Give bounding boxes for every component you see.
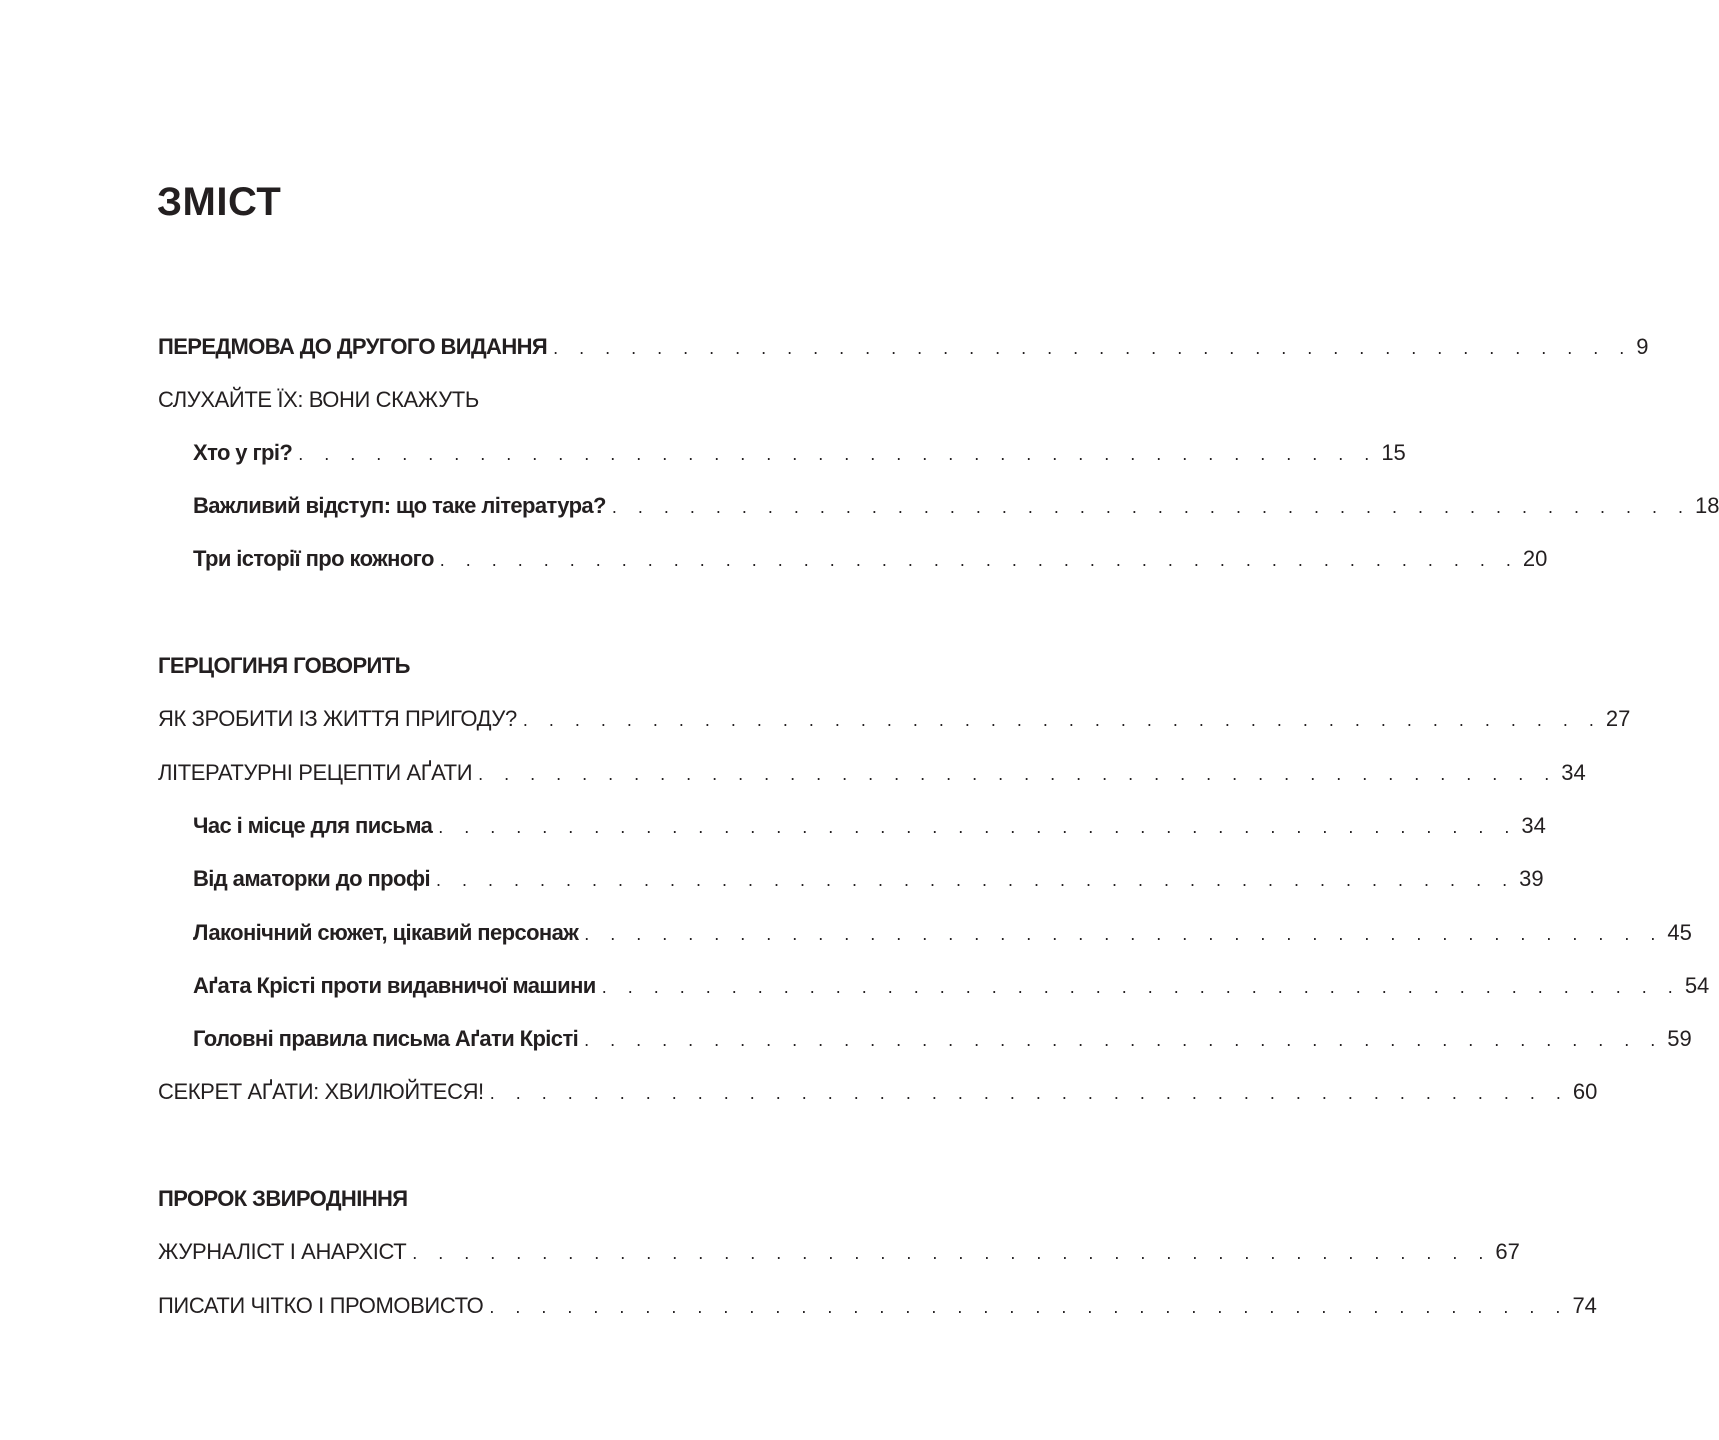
toc-entry-page: 15: [1381, 440, 1406, 465]
dot-leader: . . . . . . . . . . . . . . . . . . . . . . . . . . . . . . . . . . . . . . . . . .: [435, 870, 1516, 890]
dot-leader: . . . . . . . . . . . . . . . . . . . . . . . . . . . . . . . . . . . . . . . . . .: [522, 710, 1602, 730]
dot-leader: . . . . . . . . . . . . . . . . . . . . . . . . . . . . . . . . . . . . . . . . . .: [584, 924, 1664, 944]
toc-entry-label: Час і місце для письма: [193, 813, 433, 838]
dot-leader: . . . . . . . . . . . . . . . . . . . . . . . . . . . . . . . . . . . . . . . . . .: [489, 1083, 1569, 1103]
toc-entry-page: 39: [1519, 866, 1544, 891]
toc-entry-label: Аґата Крісті проти видавничої машини: [193, 973, 596, 998]
dot-leader: . . . . . . . . . . . . . . . . . . . . . . . . . . . . . . . . . . . . . . . . . .: [439, 550, 1519, 570]
toc-entry-page: 27: [1605, 706, 1631, 731]
toc-entry-label: Головні правила письма Аґати Крісті: [193, 1026, 579, 1051]
dot-leader: . . . . . . . . . . . . . . . . . . . . . . . . . . . . . . . . . . . . . . . . . .: [601, 977, 1681, 997]
toc-entry-chapter[interactable]: [158, 1077, 1598, 1107]
toc-entry-subsection[interactable]: [193, 544, 1548, 574]
toc-entry-label: Лаконічний сюжет, цікавий персонаж: [193, 920, 579, 945]
toc-entry-chapter[interactable]: [158, 1237, 1520, 1267]
toc-entry-part-heading[interactable]: [158, 385, 479, 415]
toc-entry-page: 9: [1636, 334, 1649, 359]
toc-section-heading[interactable]: [158, 651, 410, 681]
toc-entry-label: ЖУРНАЛІСТ І АНАРХІСТ: [158, 1239, 407, 1264]
toc-entry-label: ГЕРЦОГИНЯ ГОВОРИТЬ: [158, 653, 410, 678]
dot-leader: . . . . . . . . . . . . . . . . . . . . . . . . . . . . . . . . . . . . . . . . . .: [412, 1243, 1492, 1263]
toc-entry-page: 20: [1522, 546, 1548, 571]
toc-entry-page: 34: [1561, 760, 1586, 785]
toc-entry-label: ПЕРЕДМОВА ДО ДРУГОГО ВИДАННЯ: [158, 334, 548, 359]
dot-leader: . . . . . . . . . . . . . . . . . . . . . . . . . . . . . . . . . . . . . . . . . .: [478, 764, 1558, 784]
dot-leader: . . . . . . . . . . . . . . . . . . . . . . . . . . . . . . . . . . . . . . . . . .: [489, 1297, 1569, 1317]
dot-leader: . . . . . . . . . . . . . . . . . . . . . . . . . . . . . . . . . . . . . . . . . .: [438, 817, 1518, 837]
dot-leader: . . . . . . . . . . . . . . . . . . . . . . . . . . . . . . . . . . . . . . . . . .: [298, 444, 1378, 464]
toc-entry-page: 74: [1572, 1293, 1597, 1318]
toc-entry-preface[interactable]: [158, 332, 1648, 362]
toc-entry-page: 45: [1667, 920, 1692, 945]
toc-entry-page: 54: [1684, 973, 1710, 998]
dot-leader: . . . . . . . . . . . . . . . . . . . . . . . . . . . . . . . . . . . . . . . . . .: [584, 1030, 1664, 1050]
toc-entry-subsection[interactable]: [193, 918, 1692, 948]
dot-leader: . . . . . . . . . . . . . . . . . . . . . . . . . . . . . . . . . . . . . . . . . .: [611, 497, 1691, 517]
toc-entry-subsection[interactable]: [193, 811, 1546, 841]
toc-entry-subsection[interactable]: [193, 491, 1719, 521]
toc-entry-label: Три історії про кожного: [193, 546, 434, 571]
toc-entry-page: 18: [1694, 493, 1719, 518]
toc-entry-label: ЛІТЕРАТУРНІ РЕЦЕПТИ АҐАТИ: [158, 760, 473, 785]
toc-entry-page: 34: [1521, 813, 1546, 838]
toc-entry-label: ПИСАТИ ЧІТКО І ПРОМОВИСТО: [158, 1293, 484, 1318]
toc-entry-chapter[interactable]: [158, 758, 1586, 788]
toc-entry-page: 60: [1572, 1079, 1598, 1104]
toc-entry-label: СЛУХАЙТЕ ЇХ: ВОНИ СКАЖУТЬ: [158, 387, 479, 412]
page-title: ЗМІСТ: [157, 180, 282, 224]
toc-entry-label: Хто у грі?: [193, 440, 293, 465]
toc-entry-label: Від аматорки до профі: [193, 866, 430, 891]
toc-entry-label: ПРОРОК ЗВИРОДНІННЯ: [158, 1186, 408, 1211]
toc-section-heading[interactable]: [158, 1184, 408, 1214]
toc-entry-subsection[interactable]: [193, 971, 1710, 1001]
toc-entry-label: СЕКРЕТ АҐАТИ: ХВИЛЮЙТЕСЯ!: [158, 1079, 484, 1104]
toc-entry-label: ЯК ЗРОБИТИ ІЗ ЖИТТЯ ПРИГОДУ?: [158, 706, 517, 731]
toc-entry-chapter[interactable]: [158, 1291, 1597, 1321]
toc-entry-label: Важливий відступ: що таке література?: [193, 493, 606, 518]
toc-entry-subsection[interactable]: [193, 864, 1544, 894]
toc-entry-subsection[interactable]: [193, 438, 1406, 468]
toc-entry-subsection[interactable]: [193, 1024, 1692, 1054]
toc-entry-chapter[interactable]: [158, 704, 1631, 734]
toc-entry-page: 67: [1495, 1239, 1520, 1264]
toc-entry-page: 59: [1667, 1026, 1692, 1051]
dot-leader: . . . . . . . . . . . . . . . . . . . . . . . . . . . . . . . . . . . . . . . . . .: [553, 338, 1633, 358]
